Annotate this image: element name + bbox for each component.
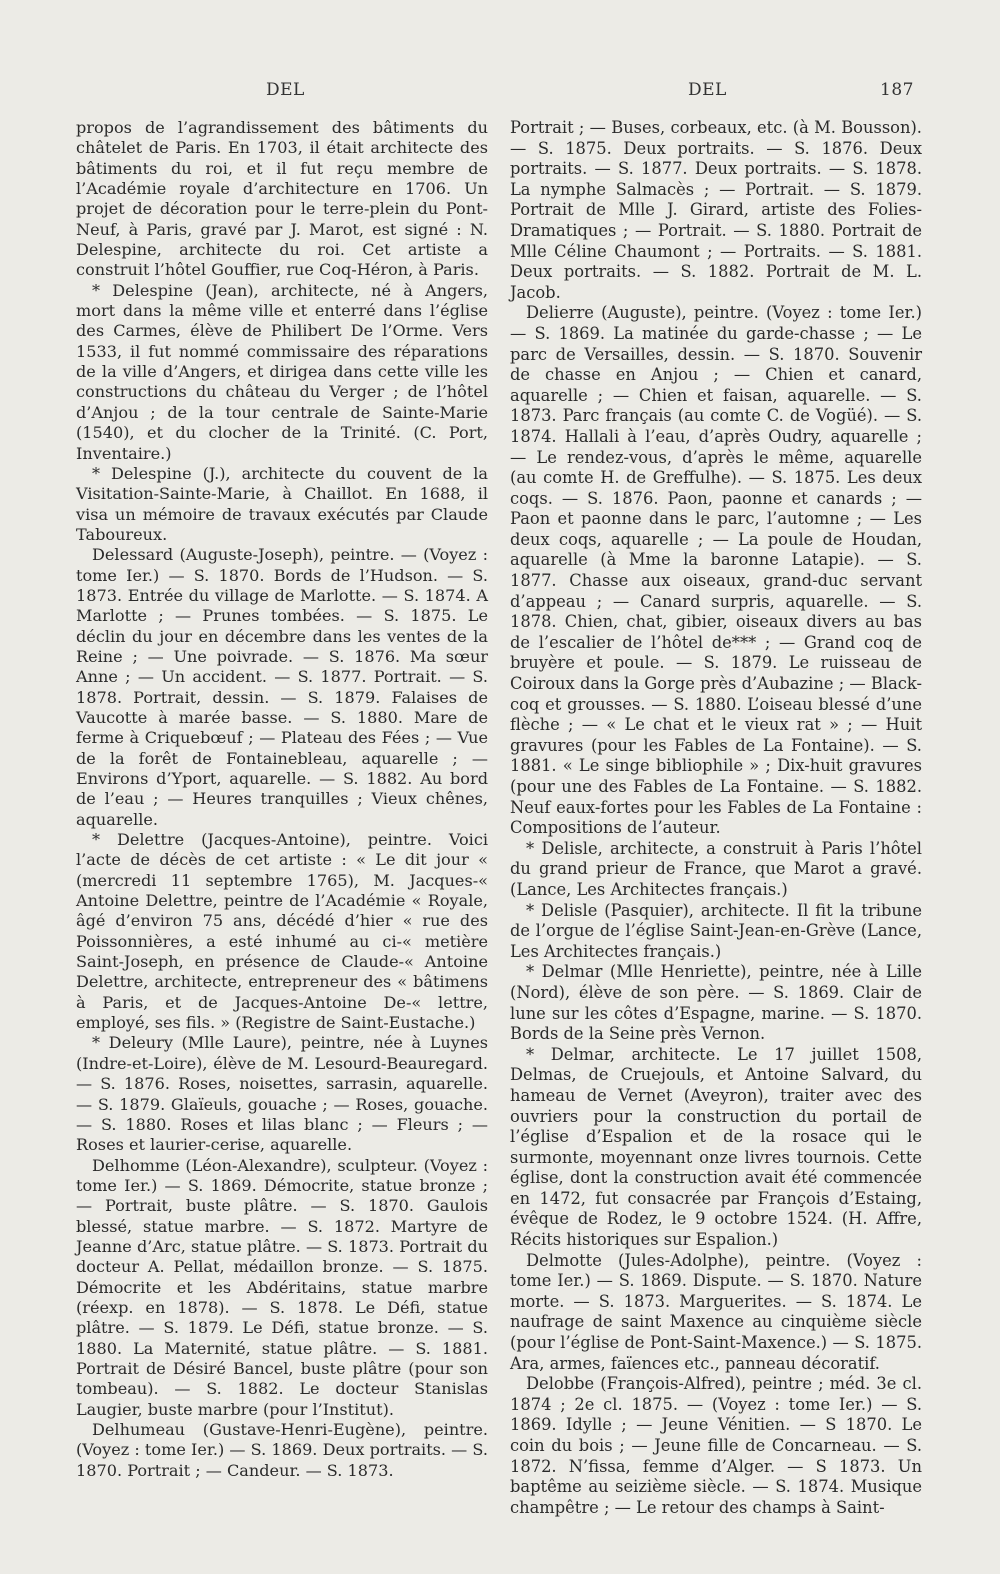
entry-paragraph: * Delisle (Pasquier), architecte. Il fit la tribune de l’orgue de l’église Saint-Jean-en-Grève (Lance, Les Architectes français.) (510, 900, 922, 961)
left-column (76, 118, 488, 1481)
entry-paragraph: Delierre (Auguste), peintre. (Voyez : tome Ier.) — S. 1869. La matinée du garde-chasse ; — Le parc de Versailles, dessin. — S. 1870. Souvenir de chasse en Anjou ; — Chien et canard, aquarelle ; — Chien et faisan, aquarelle. — S. 1873. Parc français (au comte C. de Vogüé). — S. 1874. Hallali à l’eau, d’après Oudry, aquarelle ; — Le rendez-vous, d’après le même, aquarelle (au comte H. de Greffulhe). — S. 1875. Les deux coqs. — S. 1876. Paon, paonne et canards ; — Paon et paonne dans le parc, l’automne ; — Les deux coqs, aquarelle ; — La poule de Houdan, aquarelle (à Mme la baronne Latapie). — S. 1877. Chasse aux oiseaux, grand-duc servant d’appeau ; — Canard surpris, aquarelle. — S. 1878. Chien, chat, gibier, oiseaux divers au bas de l’escalier de l’hôtel de*** ; — Grand coq de bruyère et poule. — S. 1879. Le ruisseau de Coiroux dans la Gorge près d’Aubazine ; — Black-coq et grousses. — S. 1880. L’oiseau blessé d’une flèche ; — « Le chat et le vieux rat » ; — Huit gravures (pour les Fables de La Fontaine). — S. 1881. « Le singe bibliophile » ; Dix-huit gravures (pour une des Fables de La Fontaine. — S. 1882. Neuf eaux-fortes pour les Fables de La Fontaine : Compositions de l’auteur. (510, 303, 922, 838)
entry-paragraph: Delmotte (Jules-Adolphe), peintre. (Voyez : tome Ier.) — S. 1869. Dispute. — S. 1870. Nature morte. — S. 1873. Marguerites. — S. 1874. Le naufrage de saint Maxence au cinquième siècle (pour l’église de Pont-Saint-Maxence.) — S. 1875. Ara, armes, faïences etc., panneau décoratif. (510, 1250, 922, 1373)
entry-paragraph: Delhomme (Léon-Alexandre), sculpteur. (Voyez : tome Ier.) — S. 1869. Démocrite, statue bronze ; — Portrait, buste plâtre. — S. 1870. Gaulois blessé, statue marbre. — S. 1872. Martyre de Jeanne d’Arc, statue plâtre. — S. 1873. Portrait du docteur A. Pellat, médaillon bronze. — S. 1875. Démocrite et les Abdéritains, statue marbre (réexp. en 1878). — S. 1878. Le Défi, statue plâtre. — S. 1879. Le Défi, statue bronze. — S. 1880. La Maternité, statue plâtre. — S. 1881. Portrait de Désiré Bancel, buste plâtre (pour son tombeau). — S. 1882. Le docteur Stanislas Laugier, buste marbre (pour l’Institut). (76, 1155, 488, 1419)
entry-paragraph: * Delettre (Jacques-Antoine), peintre. Voici l’acte de décès de cet artiste : « Le dit jour « (mercredi 11 septembre 1765), M. Jacques-« Antoine Delettre, peintre de l’Académie « Royale, âgé d’environ 75 ans, décédé d’hier « rue des Poissonnières, a esté inhumé au ci-« metière Saint-Joseph, en présence de Claude-« Antoine Delettre, architecte, entrepreneur des « bâtimens à Paris, et de Jacques-Antoine De-« lettre, employé, ses fils. » (Registre de Saint-Eustache.) (76, 830, 488, 1033)
entry-paragraph: * Delisle, architecte, a construit à Paris l’hôtel du grand prieur de France, que Marot a gravé. (Lance, Les Architectes français.) (510, 838, 922, 899)
page-number: 187 (880, 80, 914, 100)
entry-paragraph: Delhumeau (Gustave-Henri-Eugène), peintre. (Voyez : tome Ier.) — S. 1869. Deux portraits. — S. 1870. Portrait ; — Candeur. — S. 1873. (76, 1420, 488, 1480)
entry-paragraph: * Delmar, architecte. Le 17 juillet 1508, Delmas, de Cruejouls, et Antoine Salvard, du hameau de Vernet (Aveyron), traiter avec des ouvriers pour la construction du portail de l’église d’Espalion et de la rosace qui le surmonte, moyennant onze livres tournois. Cette église, dont la construction avait été commencée en 1472, fut consacrée par François d’Estaing, évêque de Rodez, le 9 octobre 1524. (H. Affre, Récits historiques sur Espalion.) (510, 1044, 922, 1250)
entry-paragraph: * Deleury (Mlle Laure), peintre, née à Luynes (Indre-et-Loire), élève de M. Lesourd-Beauregard. — S. 1876. Roses, noisettes, sarrasin, aquarelle. — S. 1879. Glaïeuls, gouache ; — Roses, gouache. — S. 1880. Roses et lilas blanc ; — Fleurs ; — Roses et laurier-cerise, aquarelle. (76, 1033, 488, 1155)
entry-paragraph: propos de l’agrandissement des bâtiments du châtelet de Paris. En 1703, il était architecte des bâtiments du roi, et il fut reçu membre de l’Académie royale d’architecture en 1706. Un projet de décoration pour le terre-plein du Pont-Neuf, à Paris, gravé par J. Marot, est signé : N. Delespine, architecte du roi. Cet artiste a construit l’hôtel Gouffier, rue Coq-Héron, à Paris. (76, 118, 488, 280)
entry-paragraph: * Delespine (Jean), architecte, né à Angers, mort dans la même ville et enterré dans l’église des Carmes, élève de Philibert De l’Orme. Vers 1533, il fut nommé commissaire des réparations de la ville d’Angers, et dirigea dans cette ville les constructions du château du Verger ; de l’hôtel d’Anjou ; de la tour centrale de Sainte-Marie (1540), et du clocher de la Trinité. (C. Port, Inventaire.) (76, 280, 488, 463)
running-head-right: DEL (688, 80, 727, 100)
entry-paragraph: Delessard (Auguste-Joseph), peintre. — (Voyez : tome Ier.) — S. 1870. Bords de l’Hudson. — S. 1873. Entrée du village de Marlotte. — S. 1874. A Marlotte ; — Prunes tombées. — S. 1875. Le déclin du jour en décembre dans les ventes de la Reine ; — Une poivrade. — S. 1876. Ma sœur Anne ; — Un accident. — S. 1877. Portrait. — S. 1878. Portrait, dessin. — S. 1879. Falaises de Vaucotte à marée basse. — S. 1880. Mare de ferme à Criquebœuf ; — Plateau des Fées ; — Vue de la forêt de Fontainebleau, aquarelle ; — Environs d’Yport, aquarelle. — S. 1882. Au bord de l’eau ; — Heures tranquilles ; Vieux chênes, aquarelle. (76, 545, 488, 829)
entry-paragraph: Delobbe (François-Alfred), peintre ; méd. 3e cl. 1874 ; 2e cl. 1875. — (Voyez : tome Ier.) — S. 1869. Idylle ; — Jeune Vénitien. — S 1870. Le coin du bois ; — Jeune fille de Concarneau. — S. 1872. N’fissa, femme d’Alger. — S 1873. Un baptême au seizième siècle. — S. 1874. Musique champêtre ; — Le retour des champs à Saint- (510, 1374, 922, 1517)
right-column (510, 118, 922, 1518)
entry-paragraph: * Delespine (J.), architecte du couvent de la Visitation-Sainte-Marie, à Chaillot. En 1688, il visa un mémoire de travaux exécutés par Claude Taboureux. (76, 463, 488, 544)
running-head-left: DEL (266, 80, 305, 100)
entry-paragraph: Portrait ; — Buses, corbeaux, etc. (à M. Bousson). — S. 1875. Deux portraits. — S. 1876. Deux portraits. — S. 1877. Deux portraits. — S. 1878. La nymphe Salmacès ; — Portrait. — S. 1879. Portrait de Mlle J. Girard, artiste des Folies-Dramatiques ; — Portrait. — S. 1880. Portrait de Mlle Céline Chaumont ; — Portraits. — S. 1881. Deux portraits. — S. 1882. Portrait de M. L. Jacob. (510, 118, 922, 302)
entry-paragraph: * Delmar (Mlle Henriette), peintre, née à Lille (Nord), élève de son père. — S. 1869. Clair de lune sur les côtes d’Espagne, marine. — S. 1870. Bords de la Seine près Vernon. (510, 962, 922, 1044)
